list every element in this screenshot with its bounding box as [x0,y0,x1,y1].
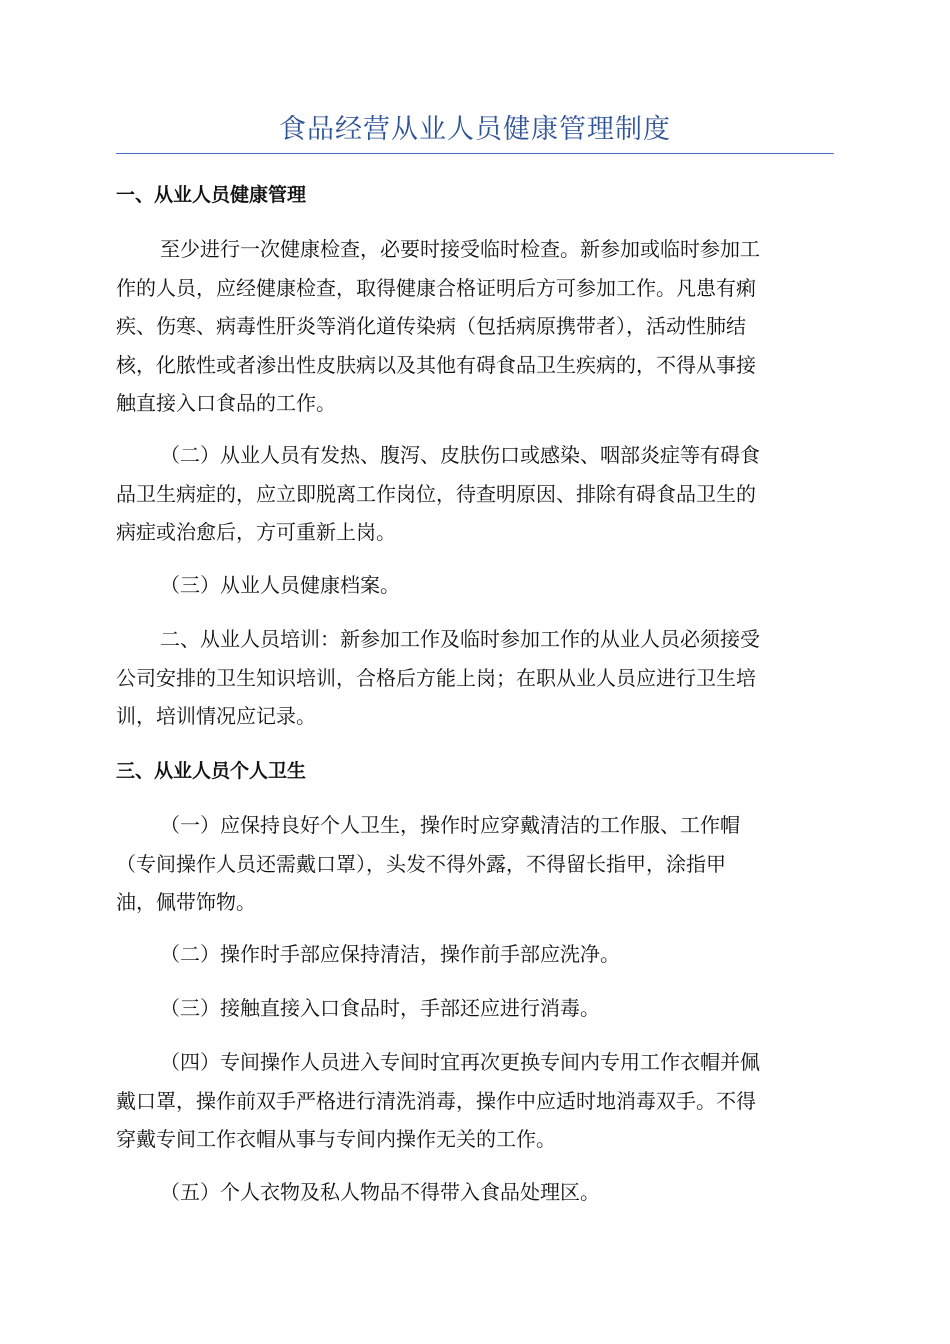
paragraph-training [116,620,834,736]
paragraph-line: 训，培训情况应记录。 [116,704,316,728]
paragraph-line: 病症或治愈后，方可重新上岗。 [116,520,396,544]
paragraph-line: 疾、伤寒、病毒性肝炎等消化道传染病（包括病原携带者），活动性肺结 [116,314,746,338]
paragraph-line: （一）应保持良好个人卫生，操作时应穿戴清洁的工作服、工作帽 [160,813,740,837]
paragraph-line: 品卫生病症的，应立即脱离工作岗位，待查明原因、排除有碍食品卫生的 [116,481,756,506]
paragraph-special-room [116,1043,834,1159]
paragraph-hand-cleaning [116,935,834,974]
title-underline [116,153,834,154]
paragraph-line: 戴口罩，操作前双手严格进行清洗消毒，操作中应适时地消毒双手。不得 [116,1088,756,1113]
paragraph-illness-symptoms [116,436,834,552]
section-heading-health-management: 一、从业人员健康管理 [116,184,307,206]
paragraph-personal-items [116,1173,834,1212]
paragraph-line: （五）个人衣物及私人物品不得带入食品处理区。 [160,1180,600,1204]
paragraph-health-check [116,230,834,423]
paragraph-line: （专间操作人员还需戴口罩），头发不得外露，不得留长指甲，涂指甲 [116,851,726,876]
paragraph-line: （三）从业人员健康档案。 [160,573,400,597]
section-heading-personal-hygiene: 三、从业人员个人卫生 [116,760,307,782]
paragraph-line: 二、从业人员培训：新参加工作及临时参加工作的从业人员必须接受 [160,627,760,651]
paragraph-line: 核，化脓性或者渗出性皮肤病以及其他有碍食品卫生疾病的，不得从事接 [116,352,756,377]
paragraph-line: 油，佩带饰物。 [116,890,256,914]
paragraph-line: （四）专间操作人员进入专间时宜再次更换专间内专用工作衣帽并佩 [160,1050,760,1074]
paragraph-line: （三）接触直接入口食品时，手部还应进行消毒。 [160,996,600,1020]
paragraph-line: （二）从业人员有发热、腹泻、皮肤伤口或感染、咽部炎症等有碍食 [160,443,760,467]
paragraph-line: 作的人员，应经健康检查，取得健康合格证明后方可参加工作。凡患有痢 [116,275,756,300]
document-title: 食品经营从业人员健康管理制度 [279,114,671,145]
paragraph-line: 触直接入口食品的工作。 [116,391,336,415]
paragraph-good-hygiene [116,806,834,922]
paragraph-line: 至少进行一次健康检查，必要时接受临时检查。新参加或临时参加工 [160,237,760,261]
paragraph-hand-disinfection [116,989,834,1028]
paragraph-health-records [116,566,834,605]
paragraph-line: 公司安排的卫生知识培训，合格后方能上岗；在职从业人员应进行卫生培 [116,665,756,690]
paragraph-line: （二）操作时手部应保持清洁，操作前手部应洗净。 [160,942,620,966]
paragraph-line: 穿戴专间工作衣帽从事与专间内操作无关的工作。 [116,1127,556,1151]
